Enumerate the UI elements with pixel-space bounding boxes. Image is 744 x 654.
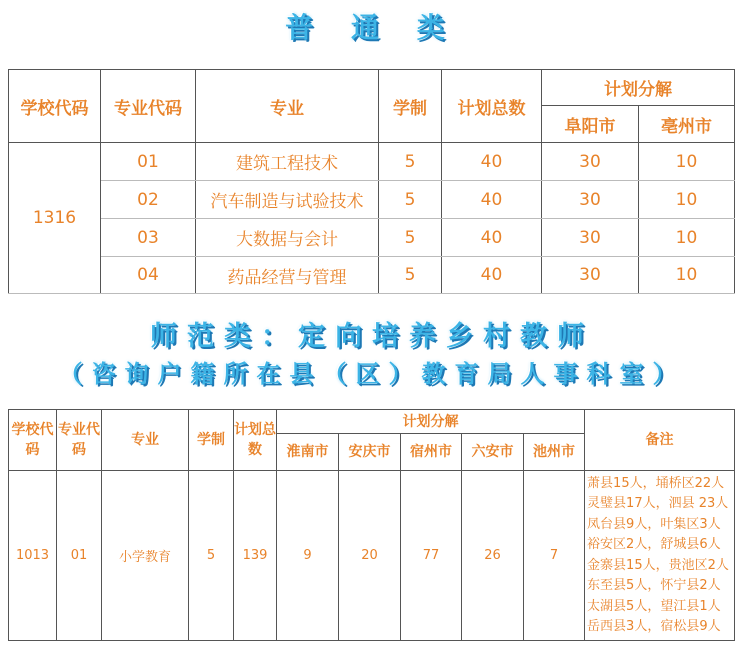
major-code-cell: 04 — [101, 257, 196, 294]
city1-cell: 30 — [542, 219, 639, 257]
header-notes: 备注 — [585, 410, 735, 471]
note-line: 岳西县3人，宿松县9人 — [587, 619, 721, 634]
section2-title: 师范类：定向培养乡村教师 — [150, 321, 594, 352]
major-cell: 建筑工程技术 — [196, 143, 379, 181]
major-cell: 大数据与会计 — [196, 219, 379, 257]
header-city-luan: 六安市 — [462, 434, 524, 471]
note-line: 凤台县9人，叶集区3人 — [587, 516, 721, 532]
header-city-chizhou: 池州市 — [524, 434, 585, 471]
major-code-cell: 02 — [101, 181, 196, 219]
header-plan-split: 计划分解 — [542, 70, 735, 106]
city-chizhou-cell: 7 — [524, 471, 585, 641]
note-line: 金寨县15人，贵池区2人 — [587, 557, 729, 573]
city-suzhou-cell: 77 — [401, 471, 462, 641]
years-cell: 5 — [189, 471, 234, 641]
years-cell: 5 — [379, 181, 442, 219]
total-cell: 40 — [442, 181, 542, 219]
section1-title: 普 通 类 — [285, 11, 459, 44]
general-plan-table — [8, 69, 735, 294]
header-plan-total: 计划总数 — [234, 410, 277, 471]
header-plan-total: 计划总数 — [442, 70, 542, 143]
total-cell: 40 — [442, 143, 542, 181]
header-school-code: 学校代码 — [9, 70, 101, 143]
header-city-bozhou: 亳州市 — [639, 106, 735, 143]
city2-cell: 10 — [639, 219, 735, 257]
major-cell: 汽车制造与试验技术 — [196, 181, 379, 219]
city2-cell: 10 — [639, 181, 735, 219]
header-city-anqing: 安庆市 — [339, 434, 401, 471]
note-line: 东至县5人，怀宁县2人 — [587, 578, 721, 593]
table-row — [9, 257, 735, 294]
header-city-huainan: 淮南市 — [277, 434, 339, 471]
city-anqing-cell: 20 — [339, 471, 401, 641]
total-cell: 40 — [442, 219, 542, 257]
note-line: 太湖县5人，望江县1人 — [587, 598, 721, 614]
table-row — [9, 181, 735, 219]
header-major-code: 专业代码 — [57, 410, 102, 471]
header-major-code: 专业代码 — [101, 70, 196, 143]
major-code-cell: 01 — [101, 143, 196, 181]
major-cell: 药品经营与管理 — [196, 257, 379, 294]
total-cell: 139 — [234, 471, 277, 641]
header-years: 学制 — [189, 410, 234, 471]
city1-cell: 30 — [542, 257, 639, 294]
table-row — [9, 143, 735, 181]
header-major: 专业 — [196, 70, 379, 143]
note-line: 裕安区2人，舒城县6人 — [587, 537, 721, 552]
note-line: 萧县15人，埇桥区22人 — [587, 475, 725, 491]
city-huainan-cell: 9 — [277, 471, 339, 641]
city2-cell: 10 — [639, 257, 735, 294]
header-years: 学制 — [379, 70, 442, 143]
city1-cell: 30 — [542, 143, 639, 181]
major-code-cell: 01 — [57, 471, 102, 641]
total-cell: 40 — [442, 257, 542, 294]
header-plan-split: 计划分解 — [277, 410, 585, 434]
table-row — [9, 471, 735, 641]
city1-cell: 30 — [542, 181, 639, 219]
years-cell: 5 — [379, 143, 442, 181]
notes-cell — [585, 471, 735, 641]
major-cell: 小学教育 — [102, 471, 189, 641]
teacher-plan-table — [8, 409, 735, 641]
major-code-cell: 03 — [101, 219, 196, 257]
header-city-suzhou: 宿州市 — [401, 434, 462, 471]
table-row — [9, 219, 735, 257]
years-cell: 5 — [379, 219, 442, 257]
city2-cell: 10 — [639, 143, 735, 181]
header-city-fuyang: 阜阳市 — [542, 106, 639, 143]
city-luan-cell: 26 — [462, 471, 524, 641]
section2-subtitle: （咨询户籍所在县（区）教育局人事科室） — [58, 360, 686, 388]
note-line: 灵璧县17人，泗县 23人 — [587, 496, 729, 511]
header-major: 专业 — [102, 410, 189, 471]
school-code-cell: 1316 — [9, 143, 101, 294]
years-cell: 5 — [379, 257, 442, 294]
header-school-code: 学校代码 — [9, 410, 57, 471]
school-code-cell: 1013 — [9, 471, 57, 641]
